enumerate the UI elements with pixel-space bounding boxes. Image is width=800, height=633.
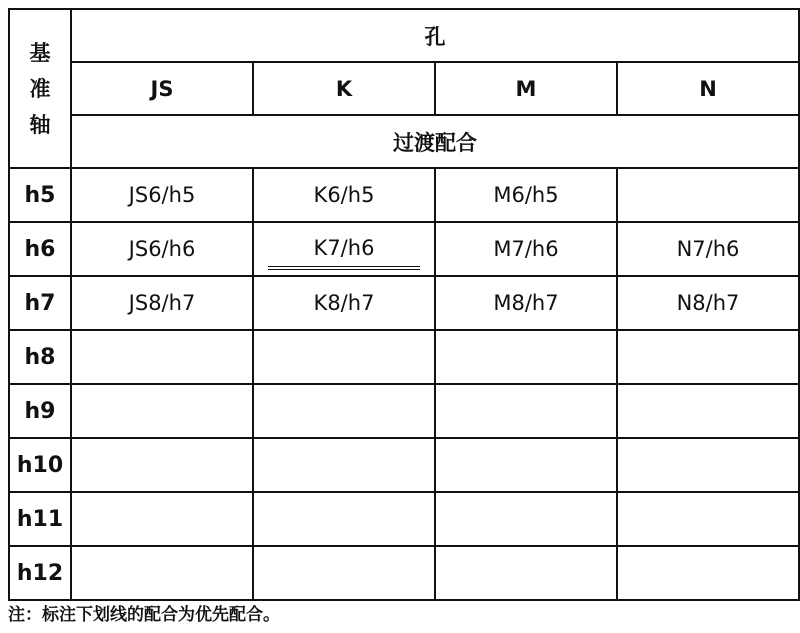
footnote: 注：标注下划线的配合为优先配合。 (8, 605, 280, 625)
corner-char-2: 准 (29, 76, 51, 101)
fit-cell: JS6/h6 (71, 222, 253, 276)
table-row (9, 222, 799, 276)
row-header: h10 (9, 438, 71, 492)
fit-cell (71, 492, 253, 546)
fit-cell (617, 492, 799, 546)
row-header: h12 (9, 546, 71, 600)
column-header-js: JS (71, 62, 253, 115)
fit-cell (617, 330, 799, 384)
fit-cell: JS6/h5 (71, 168, 253, 222)
column-header-n: N (617, 62, 799, 115)
table-row (9, 546, 799, 600)
row-header: h7 (9, 276, 71, 330)
table-row (9, 330, 799, 384)
fit-cell: JS8/h7 (71, 276, 253, 330)
column-header-m: M (435, 62, 617, 115)
fit-cell (253, 546, 435, 600)
fit-cell (71, 438, 253, 492)
column-header-k: K (253, 62, 435, 115)
table-row (9, 276, 799, 330)
preferred-fit-underline: K7/h6 (268, 236, 421, 270)
base-shaft-header (9, 9, 71, 168)
fit-cell (435, 330, 617, 384)
fit-cell (617, 168, 799, 222)
table-row (9, 384, 799, 438)
fit-cell (435, 384, 617, 438)
fit-cell: M6/h5 (435, 168, 617, 222)
fit-cell (253, 330, 435, 384)
hole-header: 孔 (71, 9, 799, 62)
fit-cell: M7/h6 (435, 222, 617, 276)
fit-table (8, 8, 800, 601)
row-header: h8 (9, 330, 71, 384)
row-header: h11 (9, 492, 71, 546)
fit-cell: N8/h7 (617, 276, 799, 330)
table-row (9, 492, 799, 546)
fit-cell (253, 492, 435, 546)
row-header: h9 (9, 384, 71, 438)
transition-fit-label: 过渡配合 (71, 115, 799, 168)
fit-cell (71, 546, 253, 600)
preferred-fit-cell (253, 222, 435, 276)
fit-cell (435, 492, 617, 546)
fit-cell (253, 384, 435, 438)
fit-cell (435, 438, 617, 492)
fit-cell (617, 546, 799, 600)
corner-char-1: 基 (29, 40, 51, 65)
fit-cell (617, 438, 799, 492)
table-row (9, 168, 799, 222)
fit-cell: K6/h5 (253, 168, 435, 222)
fit-cell: K8/h7 (253, 276, 435, 330)
table-row (9, 438, 799, 492)
fit-cell (71, 384, 253, 438)
corner-char-3: 轴 (29, 112, 51, 137)
fit-cell (435, 546, 617, 600)
fit-cell: N7/h6 (617, 222, 799, 276)
fit-cell (71, 330, 253, 384)
fit-cell: M8/h7 (435, 276, 617, 330)
row-header: h6 (9, 222, 71, 276)
fit-cell (253, 438, 435, 492)
fit-cell (617, 384, 799, 438)
row-header: h5 (9, 168, 71, 222)
